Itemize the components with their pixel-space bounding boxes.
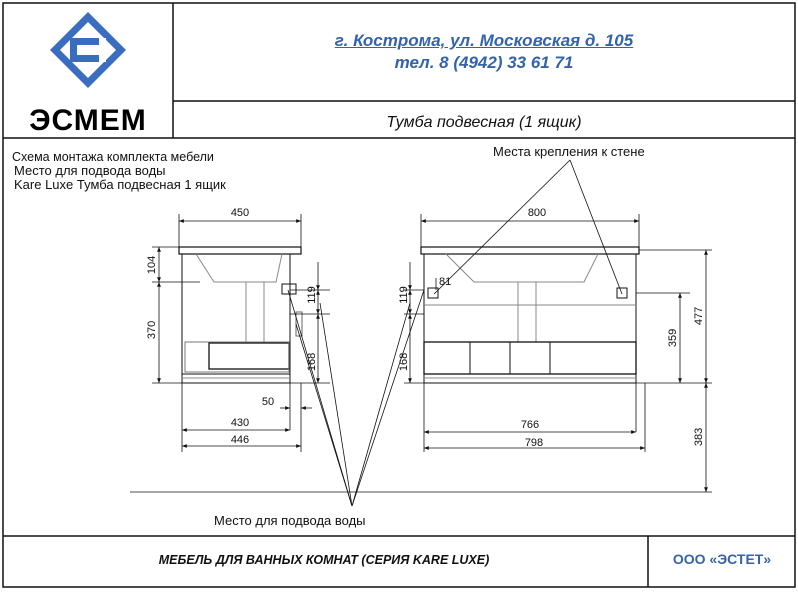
note-line-3: Kare Luxe Тумба подвесная 1 ящик bbox=[14, 177, 226, 192]
dim-front-168: 168 bbox=[398, 352, 410, 372]
side-view-dimension-labels bbox=[146, 207, 318, 446]
dim-front-800: 800 bbox=[527, 207, 547, 219]
front-view bbox=[421, 247, 639, 383]
company-address bbox=[176, 30, 792, 74]
series-title: МЕБЕЛЬ ДЛЯ ВАННЫХ КОМНАТ (СЕРИЯ KARE LUXE) bbox=[158, 553, 490, 567]
note-line-2: Место для подвода воды bbox=[14, 163, 166, 178]
dim-front-383: 383 bbox=[693, 427, 705, 447]
front-view-dimension-labels bbox=[398, 207, 705, 449]
dim-side-430: 430 bbox=[230, 417, 250, 429]
water-supply-leader-lines bbox=[288, 290, 424, 506]
phone-line: тел. 8 (4942) 33 61 71 bbox=[394, 53, 574, 72]
dim-side-446: 446 bbox=[230, 434, 250, 446]
dim-side-50: 50 bbox=[261, 396, 275, 408]
dim-front-477: 477 bbox=[693, 306, 705, 326]
dim-side-104: 104 bbox=[146, 255, 158, 275]
wall-mount-callout: Места крепления к стене bbox=[493, 144, 645, 159]
dim-side-370: 370 bbox=[146, 320, 158, 340]
side-view bbox=[179, 247, 302, 383]
drawing-notes bbox=[12, 150, 226, 192]
company-logo bbox=[29, 12, 147, 137]
company-name: ООО «ЭСТЕТ» bbox=[672, 551, 772, 567]
dim-side-450: 450 bbox=[230, 207, 250, 219]
product-title: Тумба подвесная (1 ящик) bbox=[386, 114, 582, 131]
dim-front-119: 119 bbox=[398, 286, 410, 304]
dim-front-81: 81 bbox=[439, 276, 452, 288]
water-supply-callout: Место для подвода воды bbox=[214, 513, 366, 528]
dim-side-119: 119 bbox=[306, 286, 318, 304]
front-view-dimensions bbox=[130, 214, 712, 492]
note-line-1: Схема монтажа комплекта мебели bbox=[12, 150, 214, 164]
dim-front-359: 359 bbox=[667, 328, 679, 348]
dim-front-766: 766 bbox=[520, 419, 540, 431]
dim-side-168: 168 bbox=[306, 352, 318, 372]
dim-front-798: 798 bbox=[524, 437, 544, 449]
wall-mount-leader-lines bbox=[434, 160, 622, 294]
logo-wordmark: ЭСМЕМ bbox=[29, 104, 147, 137]
address-line[interactable]: г. Кострома, ул. Московская д. 105 bbox=[334, 31, 634, 50]
